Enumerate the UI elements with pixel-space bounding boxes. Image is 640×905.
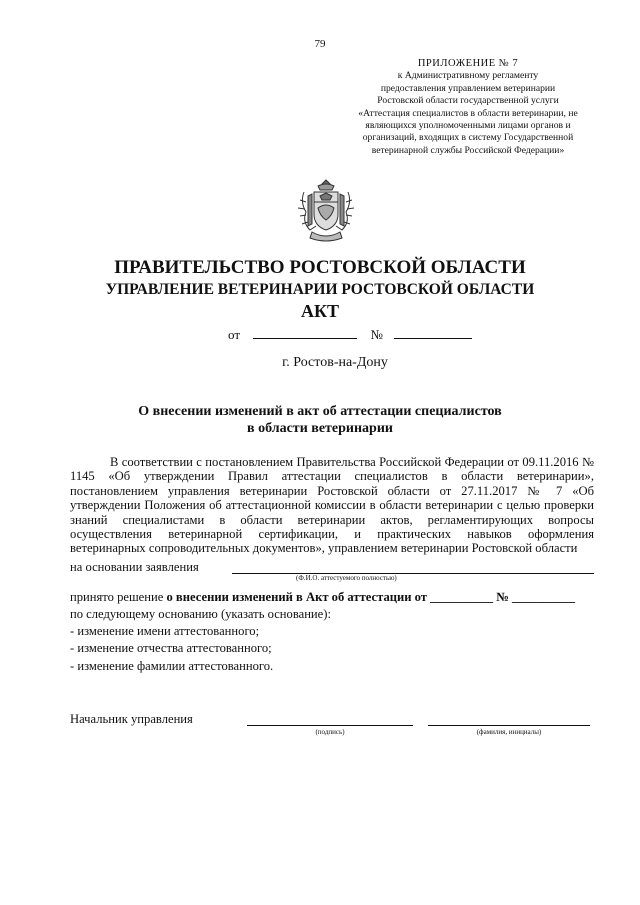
appendix-heading: ПРИЛОЖЕНИЕ № 7 bbox=[417, 58, 519, 69]
page-number: 79 bbox=[314, 38, 326, 50]
appendix-block bbox=[348, 58, 588, 157]
reason-item: - изменение отчества аттестованного; bbox=[70, 641, 272, 656]
application-line bbox=[70, 560, 594, 574]
name-field[interactable] bbox=[428, 725, 590, 726]
appendix-line: организаций, входящих в систему Государственной bbox=[362, 132, 574, 144]
reason-intro: по следующему основанию (указать основание): bbox=[70, 607, 331, 621]
decision-text: о внесении изменений в Акт об аттестации от __________ № __________ bbox=[166, 590, 576, 604]
reasons-block bbox=[70, 606, 331, 675]
appendix-line: к Административному регламенту bbox=[397, 70, 539, 82]
city: г. Ростов-на-Дону bbox=[282, 355, 388, 370]
government-title: ПРАВИТЕЛЬСТВО РОСТОВСКОЙ ОБЛАСТИ bbox=[114, 257, 526, 278]
reason-item: - изменение фамилии аттестованного. bbox=[70, 658, 274, 673]
date-number-line bbox=[228, 327, 472, 343]
document-type: АКТ bbox=[300, 301, 340, 321]
document-subject bbox=[0, 403, 640, 437]
name-caption: (фамилия, инициалы) bbox=[476, 728, 542, 736]
signature-field[interactable] bbox=[247, 725, 413, 726]
reason-item: - изменение имени аттестованного; bbox=[70, 624, 260, 639]
appendix-line: являющихся уполномоченными лицами органов и bbox=[365, 120, 571, 132]
applicant-name-field[interactable] bbox=[232, 573, 594, 574]
appendix-line: ветеринарной службы Российской Федерации» bbox=[371, 144, 565, 156]
subject-line: О внесении изменений в акт об аттестации специалистов bbox=[138, 404, 502, 419]
body-paragraph: В соответствии с постановлением Правительства Российской Федерации от 09.11.2016 № 1145 «Об утверждении Правил аттестации специалистов в области ветеринарии», постановлением управления ветеринарии Ростовской области от 27.11.2017 № 7 «Об утверждении Положения об аттестационной комиссии в области ветеринарии с целью проверки знаний специалистами в области ветеринарии актов, регламентирующих вопросы осуществления ветеринарной сертификации, и практических навыков оформления ветеринарных сопроводительных документов», управлением ветеринарии Ростовской области bbox=[70, 455, 594, 556]
appendix-line: «Аттестация специалистов в области ветеринарии, не bbox=[358, 107, 578, 119]
date-prefix: от bbox=[228, 327, 241, 342]
appendix-line: предоставления управлением ветеринарии bbox=[380, 82, 556, 94]
fio-caption: (Ф.И.О. аттестуемого полностью) bbox=[296, 574, 397, 582]
department-title: УПРАВЛЕНИЕ ВЕТЕРИНАРИИ РОСТОВСКОЙ ОБЛАСТИ bbox=[105, 281, 535, 298]
coat-of-arms-icon bbox=[298, 178, 354, 244]
date-field[interactable] bbox=[253, 327, 357, 339]
decision-line bbox=[70, 590, 575, 605]
appendix-line: Ростовской области государственной услуги bbox=[377, 95, 559, 107]
number-prefix: № bbox=[370, 327, 383, 342]
number-field[interactable] bbox=[394, 327, 472, 339]
decision-prefix: принято решение bbox=[70, 590, 167, 604]
application-label: на основании заявления bbox=[70, 560, 199, 574]
signature-caption: (подпись) bbox=[315, 728, 345, 736]
subject-line: в области ветеринарии bbox=[247, 421, 393, 436]
signature-label: Начальник управления bbox=[70, 712, 193, 726]
body-text bbox=[70, 455, 594, 556]
